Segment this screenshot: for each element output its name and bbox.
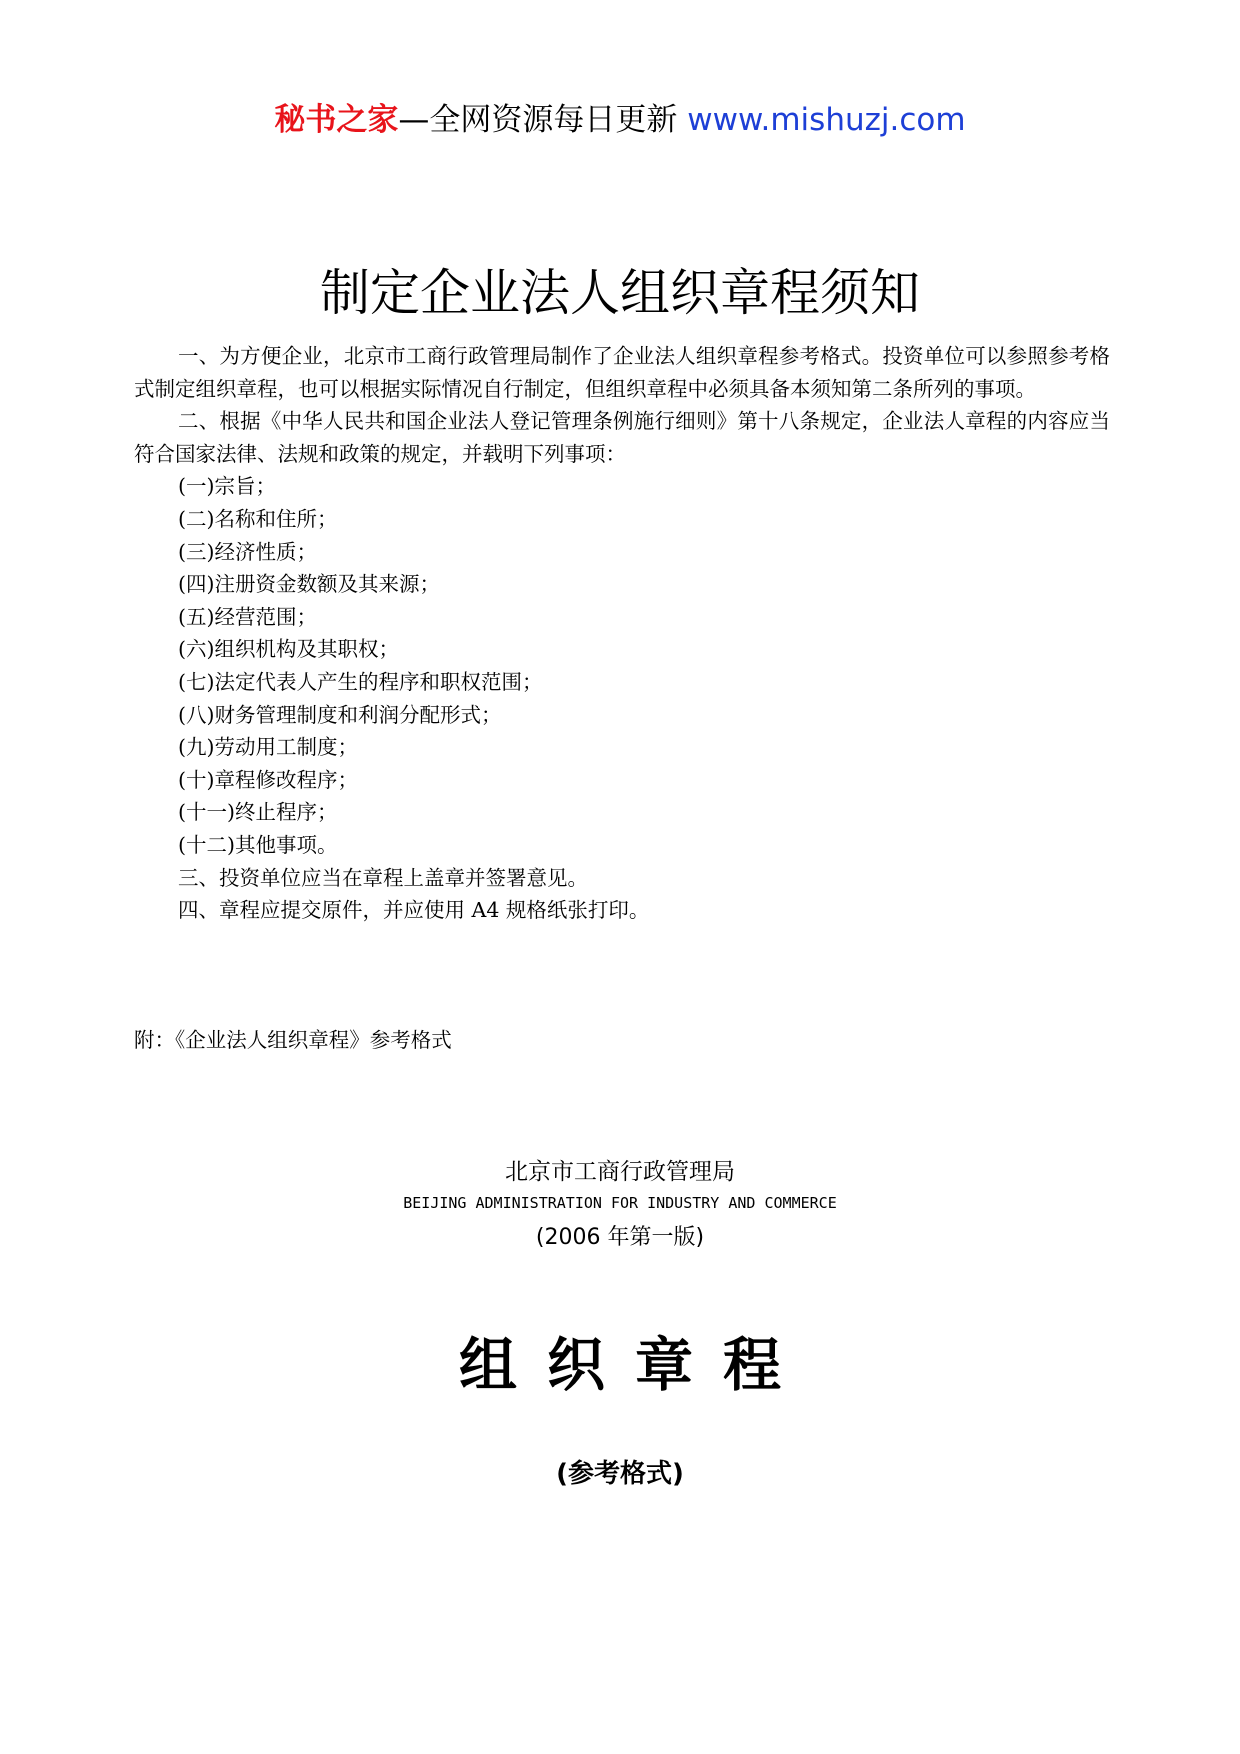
banner-slogan: —全网资源每日更新 (398, 102, 678, 138)
paragraph-4: 四、章程应提交原件，并应使用 A4 规格纸张打印。 (178, 898, 650, 923)
list-item: (三)经济性质； (178, 539, 317, 564)
charter-subtitle: (参考格式) (556, 1459, 684, 1489)
list-item: (六)组织机构及其职权； (178, 637, 399, 662)
edition-label: (2006 年第一版) (535, 1225, 705, 1250)
site-banner (0, 98, 1240, 142)
list-item: (七)法定代表人产生的程序和职权范围； (178, 669, 543, 694)
paragraph-1: 一、为方便企业，北京市工商行政管理局制作了企业法人组织章程参考格式。投资单位可以参照参考格式制定组织章程，也可以根据实际情况自行制定，但组织章程中必须具备本须知第二条所列的事项。 (134, 344, 1110, 401)
agency-name-en: BEIJING ADMINISTRATION FOR INDUSTRY AND COMMERCE (403, 1194, 837, 1212)
banner-brand: 秘书之家 (274, 102, 399, 138)
banner-url-link[interactable]: www.mishuzj.com (687, 102, 966, 138)
paragraph-2: 二、根据《中华人民共和国企业法人登记管理条例施行细则》第十八条规定，企业法人章程的内容应当符合国家法律、法规和政策的规定，并载明下列事项： (134, 409, 1110, 466)
appendix-note: 附：《企业法人组织章程》参考格式 (134, 1028, 452, 1052)
list-item: (二)名称和住所； (178, 506, 338, 531)
list-item: (一)宗旨； (178, 474, 276, 499)
agency-name-cn: 北京市工商行政管理局 (505, 1159, 735, 1185)
list-item: (十一)终止程序； (178, 800, 338, 825)
notice-body (134, 340, 1110, 927)
list-item: (五)经营范围； (178, 604, 317, 629)
list-item: (十二)其他事项。 (178, 832, 338, 857)
notice-title: 制定企业法人组织章程须知 (320, 264, 920, 322)
charter-title: 组织章程 (458, 1331, 811, 1399)
list-item: (八)财务管理制度和利润分配形式； (178, 702, 502, 727)
list-item: (九)劳动用工制度； (178, 735, 358, 760)
list-item: (十)章程修改程序； (178, 767, 358, 792)
list-item: (四)注册资金数额及其来源； (178, 572, 440, 597)
paragraph-3: 三、投资单位应当在章程上盖章并签署意见。 (178, 865, 588, 890)
